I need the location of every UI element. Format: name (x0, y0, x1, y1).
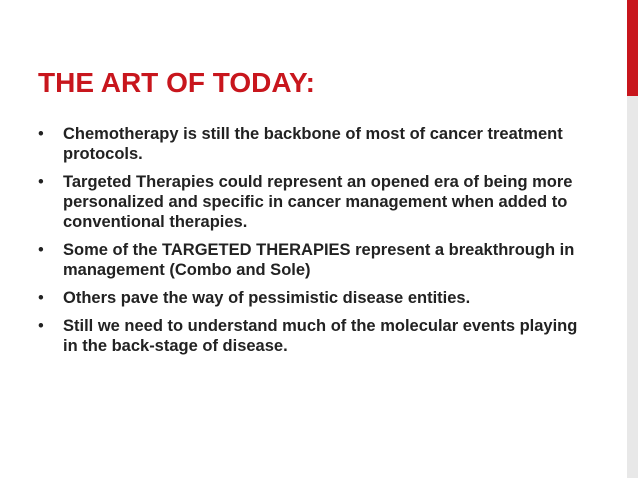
bullet-text: Still we need to understand much of the molecular events playing in the back-stage of disease. (63, 317, 578, 355)
bullet-list (38, 124, 578, 364)
bullet-dot-icon: • (38, 125, 44, 143)
bullet-dot-icon: • (38, 317, 44, 335)
bullet-text: Others pave the way of pessimistic disease entities. (63, 289, 471, 307)
bullet-dot-icon: • (38, 289, 44, 307)
bullet-item-chemotherapy (38, 124, 578, 164)
bullet-dot-icon: • (38, 173, 44, 191)
bullet-item-pessimistic-entities (38, 288, 578, 308)
slide-title: THE ART OF TODAY: (38, 67, 315, 98)
right-accent-bar (627, 0, 638, 96)
bullet-dot-icon: • (38, 241, 44, 259)
bullet-item-molecular-events (38, 316, 578, 356)
bullet-item-breakthrough (38, 240, 578, 280)
bullet-text: Some of the TARGETED THERAPIES represent a breakthrough in management (Combo and Sole) (63, 241, 575, 279)
bullet-item-targeted-therapies (38, 172, 578, 232)
bullet-text: Chemotherapy is still the backbone of most of cancer treatment protocols. (63, 125, 563, 163)
bullet-text: Targeted Therapies could represent an opened era of being more personalized and specific in cancer management when added to conventional therapies. (63, 173, 573, 231)
